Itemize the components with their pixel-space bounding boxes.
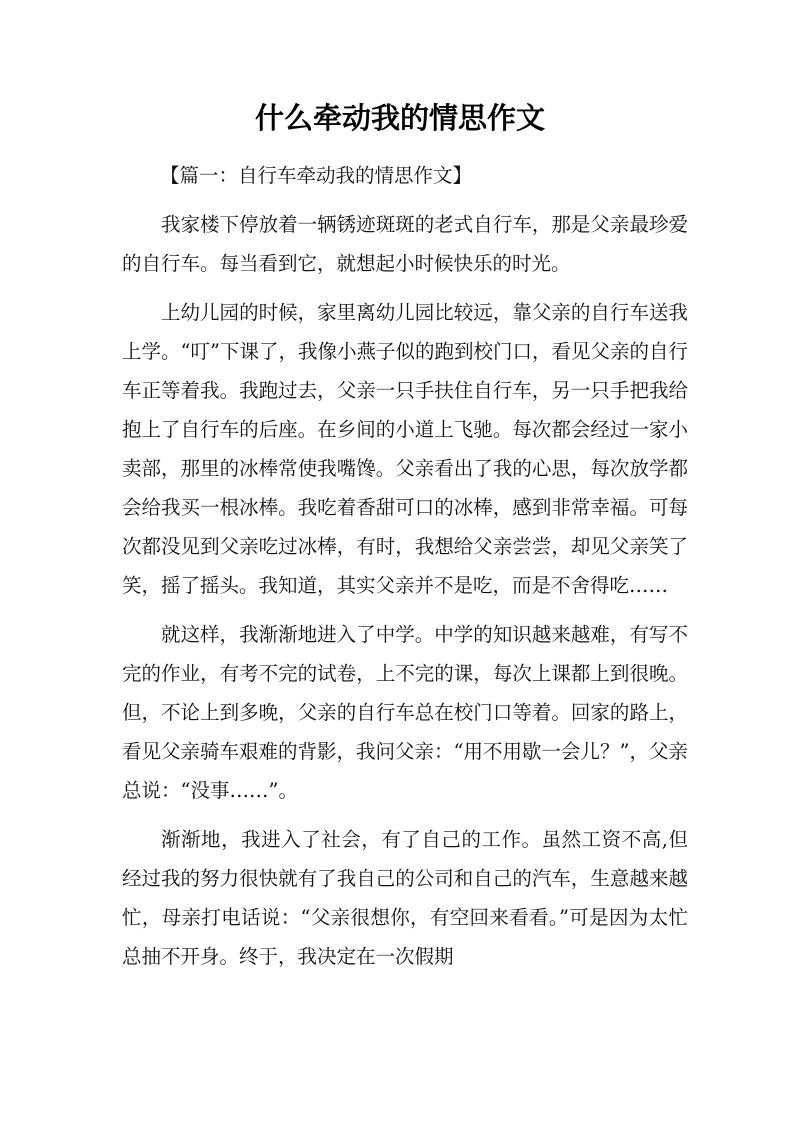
document-title: 什么牵动我的情思作文 bbox=[254, 101, 545, 135]
document-body bbox=[122, 156, 688, 986]
paragraph-2: 上幼儿园的时候，家里离幼儿园比较远，靠父亲的自行车送我上学。“叮”下课了，我像小燕子似的跑到校门口，看见父亲的自行车正等着我。我跑过去，父亲一只手扶住自行车，另一只手把我给抱上了自行车的后座。在乡间的小道上飞驰。每次都会经过一家小卖部，那里的冰棒常使我嘴馋。父亲看出了我的心思，每次放学都会给我买一根冰棒。我吃着香甜可口的冰棒，感到非常幸福。可每次都没见到父亲吃过冰棒，有时，我想给父亲尝尝，却见父亲笑了笑，摇了摇头。我知道，其实父亲并不是吃，而是不舍得吃…… bbox=[122, 301, 688, 597]
paragraph-3: 就这样，我渐渐地进入了中学。中学的知识越来越难，有写不完的作业，有考不完的试卷，上不完的课，每次上课都上到很晚。但，不论上到多晚，父亲的自行车总在校门口等着。回家的路上，看见父亲骑车艰难的背影，我问父亲：“用不用歇一会儿？”，父亲总说：“没事……”。 bbox=[122, 623, 688, 802]
paragraph-1: 我家楼下停放着一辆锈迹斑斑的老式自行车，那是父亲最珍爱的自行车。每当看到它，就想起小时候快乐的时光。 bbox=[122, 213, 688, 275]
section-heading: 【篇一：自行车牵动我的情思作文】 bbox=[160, 164, 473, 187]
paragraph-4: 渐渐地，我进入了社会，有了自己的工作。虽然工资不高,但经过我的努力很快就有了我自己的公司和自己的汽车，生意越来越忙，母亲打电话说：“父亲很想你，有空回来看看。”可是因为太忙总抽不开身。终于，我决定在一次假期 bbox=[122, 828, 688, 968]
